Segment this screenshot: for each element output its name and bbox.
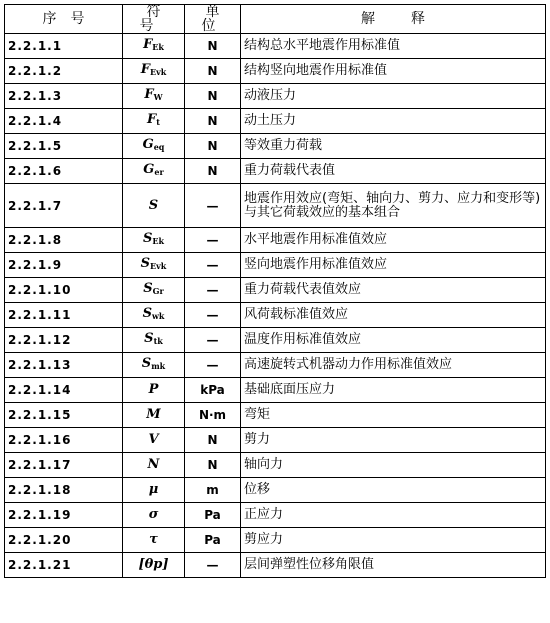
cell-symbol — [123, 453, 185, 478]
cell-seq: 2.2.1.16 — [5, 428, 123, 453]
cell-unit: kPa — [185, 378, 241, 403]
table-row — [5, 528, 546, 553]
symbol-main: F — [143, 37, 153, 52]
cell-unit: — — [185, 253, 241, 278]
symbol-main: S — [142, 231, 153, 246]
symbol-main: S — [141, 356, 152, 371]
symbol-main: F — [147, 112, 157, 127]
table-row — [5, 353, 546, 378]
symbol-subscript: eq — [153, 142, 165, 152]
symbol-main: G — [142, 137, 154, 152]
cell-description: 剪应力 — [241, 528, 546, 553]
table-row — [5, 34, 546, 59]
cell-seq: 2.2.1.12 — [5, 328, 123, 353]
symbol-main: F — [140, 62, 150, 77]
cell-seq: 2.2.1.4 — [5, 109, 123, 134]
cell-description: 轴向力 — [241, 453, 546, 478]
cell-unit: N — [185, 34, 241, 59]
cell-description: 竖向地震作用标准值效应 — [241, 253, 546, 278]
cell-seq: 2.2.1.19 — [5, 503, 123, 528]
symbol-subscript: wk — [151, 311, 165, 321]
table-row — [5, 453, 546, 478]
cell-description: 地震作用效应(弯矩、轴向力、剪力、应力和变形等)与其它荷载效应的基本组合 — [241, 184, 546, 228]
cell-unit: — — [185, 303, 241, 328]
cell-symbol — [123, 378, 185, 403]
cell-symbol — [123, 503, 185, 528]
symbol-main: G — [143, 162, 155, 177]
symbol-subscript: W — [153, 92, 163, 102]
table-body — [5, 34, 546, 578]
header-seq: 序号 — [5, 5, 123, 34]
cell-symbol — [123, 403, 185, 428]
table-row — [5, 303, 546, 328]
table-row — [5, 503, 546, 528]
table-row — [5, 428, 546, 453]
cell-symbol — [123, 109, 185, 134]
symbol-subscript: Ek — [152, 42, 164, 52]
cell-description: 动土压力 — [241, 109, 546, 134]
cell-symbol — [123, 278, 185, 303]
cell-unit: N — [185, 109, 241, 134]
table-row — [5, 59, 546, 84]
symbol-main: V — [148, 432, 159, 447]
cell-description: 高速旋转式机器动力作用标准值效应 — [241, 353, 546, 378]
symbol-main: σ — [148, 507, 159, 522]
symbol-main: S — [140, 256, 151, 271]
cell-unit: N — [185, 159, 241, 184]
table-row — [5, 278, 546, 303]
cell-seq: 2.2.1.8 — [5, 228, 123, 253]
cell-unit: — — [185, 184, 241, 228]
table-row — [5, 109, 546, 134]
cell-symbol — [123, 184, 185, 228]
cell-description: 层间弹塑性位移角限值 — [241, 553, 546, 578]
symbol-main: S — [142, 306, 152, 321]
symbol-subscript: Evk — [149, 67, 167, 77]
symbol-main: N — [147, 457, 160, 472]
cell-description: 风荷载标准值效应 — [241, 303, 546, 328]
cell-description: 结构竖向地震作用标准值 — [241, 59, 546, 84]
cell-unit: — — [185, 328, 241, 353]
table-row — [5, 253, 546, 278]
cell-description: 重力荷载代表值效应 — [241, 278, 546, 303]
cell-symbol — [123, 478, 185, 503]
symbol-subscript: Evk — [150, 261, 167, 271]
cell-description: 位移 — [241, 478, 546, 503]
cell-symbol — [123, 553, 185, 578]
table-row — [5, 553, 546, 578]
header-description: 解释 — [241, 5, 546, 34]
cell-description: 基础底面压应力 — [241, 378, 546, 403]
symbol-main: P — [148, 382, 159, 397]
cell-symbol — [123, 59, 185, 84]
symbols-table — [4, 4, 546, 578]
table-row — [5, 84, 546, 109]
symbol-subscript: t — [156, 117, 160, 127]
cell-symbol — [123, 34, 185, 59]
cell-symbol — [123, 528, 185, 553]
cell-unit: N·m — [185, 403, 241, 428]
cell-unit: N — [185, 59, 241, 84]
cell-description: 等效重力荷载 — [241, 134, 546, 159]
cell-symbol — [123, 428, 185, 453]
header-symbol: 符号 — [123, 5, 185, 34]
table-row — [5, 184, 546, 228]
cell-seq: 2.2.1.18 — [5, 478, 123, 503]
cell-symbol — [123, 353, 185, 378]
symbol-subscript: mk — [151, 361, 166, 371]
cell-symbol — [123, 303, 185, 328]
header-unit: 单位 — [185, 5, 241, 34]
cell-description: 结构总水平地震作用标准值 — [241, 34, 546, 59]
symbol-main: F — [144, 87, 154, 102]
cell-unit: N — [185, 134, 241, 159]
cell-description: 动液压力 — [241, 84, 546, 109]
cell-description: 弯矩 — [241, 403, 546, 428]
cell-description: 正应力 — [241, 503, 546, 528]
cell-seq: 2.2.1.11 — [5, 303, 123, 328]
cell-seq: 2.2.1.5 — [5, 134, 123, 159]
table-row — [5, 159, 546, 184]
cell-symbol — [123, 159, 185, 184]
cell-unit: m — [185, 478, 241, 503]
cell-seq: 2.2.1.6 — [5, 159, 123, 184]
cell-unit: Pa — [185, 528, 241, 553]
symbol-main: S — [148, 197, 159, 213]
cell-seq: 2.2.1.14 — [5, 378, 123, 403]
symbol-main: S — [144, 331, 154, 346]
cell-seq: 2.2.1.1 — [5, 34, 123, 59]
symbol-main: M — [146, 407, 161, 422]
symbol-main: τ — [149, 532, 158, 547]
cell-symbol — [123, 328, 185, 353]
table-row — [5, 378, 546, 403]
table-row — [5, 228, 546, 253]
cell-seq: 2.2.1.3 — [5, 84, 123, 109]
cell-unit: N — [185, 84, 241, 109]
cell-seq: 2.2.1.2 — [5, 59, 123, 84]
symbol-subscript: Gr — [152, 286, 164, 296]
header-row — [5, 5, 546, 34]
cell-seq: 2.2.1.13 — [5, 353, 123, 378]
symbol-subscript: Ek — [152, 236, 165, 246]
cell-seq: 2.2.1.20 — [5, 528, 123, 553]
cell-seq: 2.2.1.17 — [5, 453, 123, 478]
symbol-main: [θp] — [138, 557, 169, 572]
cell-symbol — [123, 84, 185, 109]
cell-description: 剪力 — [241, 428, 546, 453]
symbol-main: S — [143, 281, 153, 296]
cell-seq: 2.2.1.9 — [5, 253, 123, 278]
cell-description: 重力荷载代表值 — [241, 159, 546, 184]
table-row — [5, 328, 546, 353]
table-row — [5, 478, 546, 503]
cell-unit: — — [185, 353, 241, 378]
cell-symbol — [123, 228, 185, 253]
cell-symbol — [123, 134, 185, 159]
symbol-subscript: er — [154, 167, 164, 177]
cell-seq: 2.2.1.15 — [5, 403, 123, 428]
cell-seq: 2.2.1.21 — [5, 553, 123, 578]
cell-unit: N — [185, 453, 241, 478]
symbol-main: μ — [148, 482, 159, 497]
cell-description: 温度作用标准值效应 — [241, 328, 546, 353]
cell-description: 水平地震作用标准值效应 — [241, 228, 546, 253]
cell-unit: Pa — [185, 503, 241, 528]
cell-seq: 2.2.1.10 — [5, 278, 123, 303]
cell-unit: — — [185, 553, 241, 578]
cell-unit: N — [185, 428, 241, 453]
cell-unit: — — [185, 278, 241, 303]
cell-seq: 2.2.1.7 — [5, 184, 123, 228]
table-row — [5, 134, 546, 159]
table-row — [5, 403, 546, 428]
cell-symbol — [123, 253, 185, 278]
symbol-subscript: tk — [153, 336, 163, 346]
cell-unit: — — [185, 228, 241, 253]
